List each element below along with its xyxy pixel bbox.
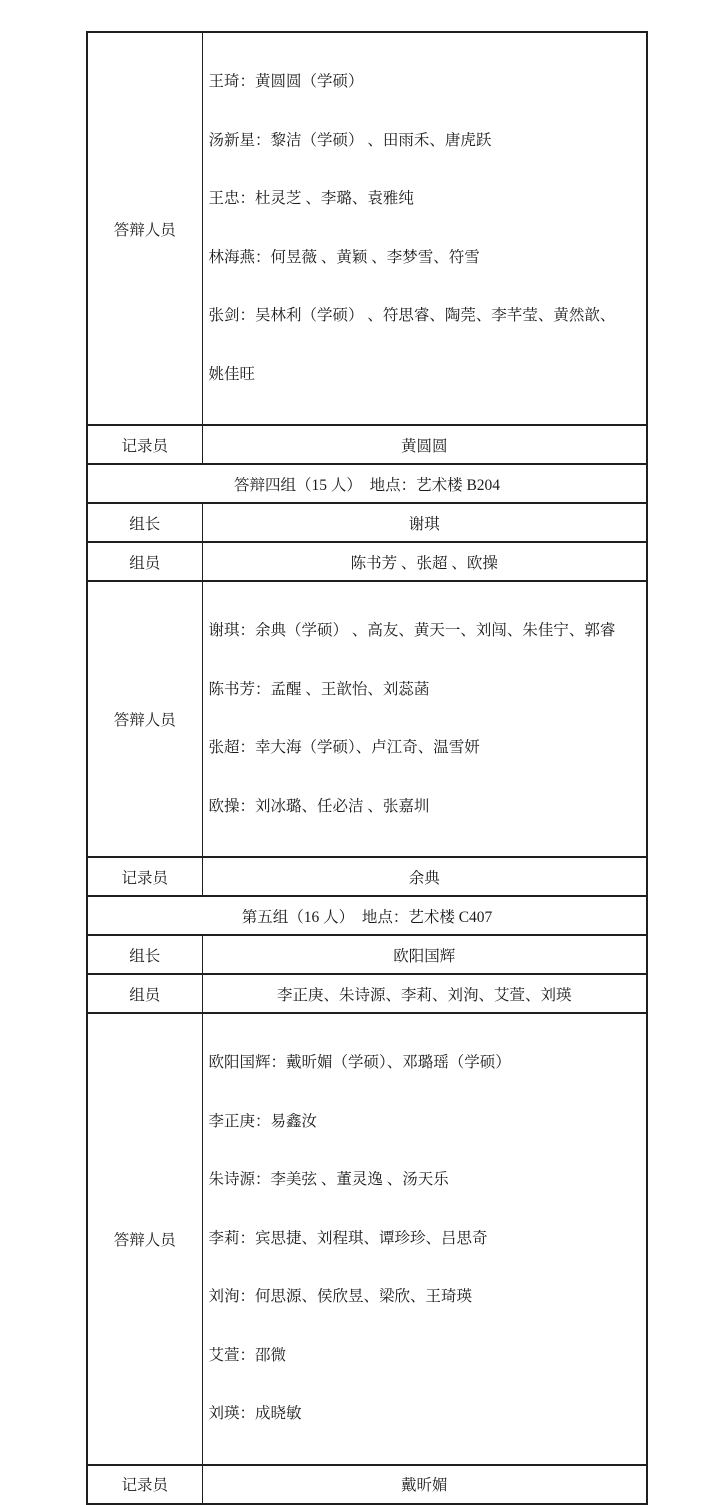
personnel-list-cell <box>202 581 647 857</box>
personnel-line: 欧操：刘冰璐、任必洁 、张嘉圳 <box>208 797 430 815</box>
personnel-line: 艾萱：邵微 <box>208 1346 287 1364</box>
personnel-line: 李莉：宾思捷、刘程琪、谭珍珍、吕思奇 <box>208 1229 488 1247</box>
row-label-recorder: 记录员 <box>87 425 202 464</box>
table-row <box>87 1465 647 1504</box>
row-label-recorder: 记录员 <box>87 1465 202 1504</box>
personnel-line: 刘洵：何思源、侯欣昱、梁欣、王琦瑛 <box>208 1288 473 1305</box>
personnel-line: 林海燕：何昱薇 、黄颖 、李梦雪、符雪 <box>208 248 480 266</box>
personnel-line: 姚佳旺 <box>208 365 256 383</box>
table-row <box>87 542 647 581</box>
table-row <box>87 425 647 464</box>
personnel-line: 陈书芳：孟醒 、王歆怡、刘蕊菡 <box>208 680 430 698</box>
row-label-personnel: 答辩人员 <box>87 1013 202 1465</box>
table-row <box>87 581 647 857</box>
recorder-name: 戴昕媚 <box>202 1465 647 1504</box>
row-label-members: 组员 <box>87 542 202 581</box>
personnel-line: 欧阳国辉：戴昕媚（学硕）、邓璐瑶（学硕） <box>208 1054 511 1071</box>
members-names: 陈书芳 、张超 、欧操 <box>202 542 647 581</box>
personnel-list-cell <box>202 32 647 425</box>
group-header-title: 答辩四组（15 人） 地点：艺术楼 B204 <box>87 464 647 503</box>
row-label-leader: 组长 <box>87 503 202 542</box>
table-row <box>87 503 647 542</box>
defense-groups-table <box>86 31 648 1505</box>
row-label-personnel: 答辩人员 <box>87 32 202 425</box>
personnel-line: 张剑：吴林利（学硕） 、符思睿、陶莞、李芊莹、黄然歆、 <box>208 307 616 324</box>
personnel-line: 王琦：黄圆圆（学硕） <box>208 73 364 90</box>
personnel-line: 朱诗源：李美弦 、董灵逸 、汤天乐 <box>208 1171 449 1188</box>
table-row <box>87 935 647 974</box>
personnel-line: 谢琪：余典（学硕） 、高友、黄天一、刘闯、朱佳宁、郭睿 <box>208 622 616 639</box>
personnel-line: 汤新星：黎洁（学硕） 、田雨禾、唐虎跃 <box>208 131 492 149</box>
personnel-line: 刘瑛：成晓敏 <box>208 1405 302 1422</box>
personnel-line: 张超：幸大海（学硕）、卢江奇、温雪妍 <box>208 739 480 756</box>
table-row <box>87 32 647 425</box>
table-row <box>87 1013 647 1465</box>
recorder-name: 黄圆圆 <box>202 425 647 464</box>
table-row <box>87 857 647 896</box>
personnel-line: 李正庚：易鑫汝 <box>208 1112 318 1130</box>
row-label-personnel: 答辩人员 <box>87 581 202 857</box>
row-label-leader: 组长 <box>87 935 202 974</box>
row-label-recorder: 记录员 <box>87 857 202 896</box>
recorder-name: 余典 <box>202 857 647 896</box>
leader-name: 谢琪 <box>202 503 647 542</box>
personnel-line: 王忠：杜灵芝 、李璐、袁雅纯 <box>208 190 414 207</box>
table-row <box>87 974 647 1013</box>
personnel-list-cell <box>202 1013 647 1465</box>
group-header-row <box>87 464 647 503</box>
group-header-row <box>87 896 647 935</box>
group-header-title: 第五组（16 人） 地点：艺术楼 C407 <box>87 896 647 935</box>
members-names: 李正庚、朱诗源、李莉、刘洵、艾萱、刘瑛 <box>202 974 647 1013</box>
leader-name: 欧阳国辉 <box>202 935 647 974</box>
row-label-members: 组员 <box>87 974 202 1013</box>
